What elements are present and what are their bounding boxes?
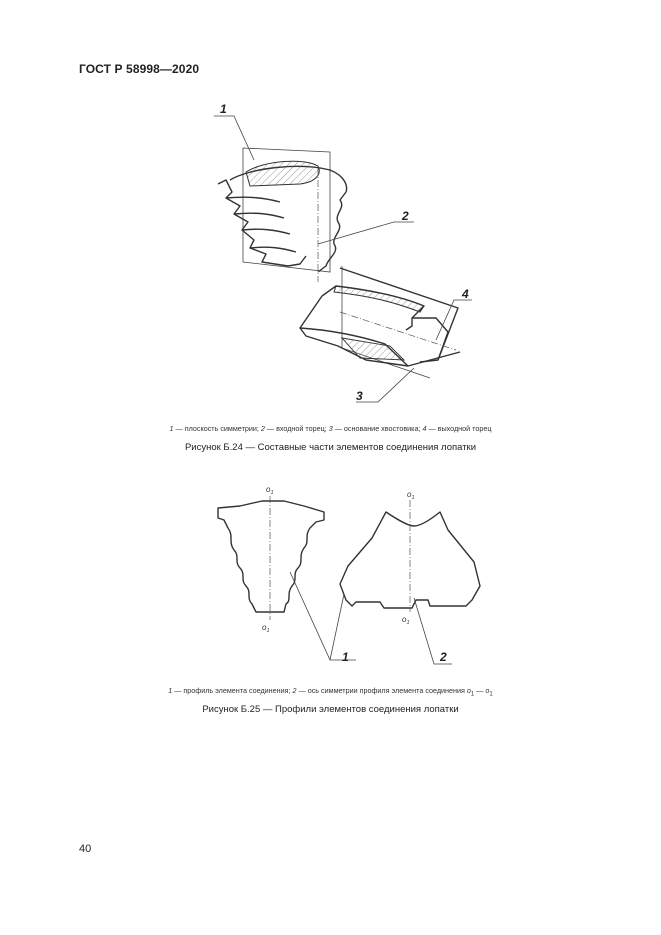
axis-dash: — (474, 686, 486, 695)
legend-text-3: — основание хвостовика; (332, 424, 423, 433)
legend-text-2: — входной торец; (264, 424, 329, 433)
figure-b25-legend (0, 686, 661, 697)
figure-b24-drawing (180, 95, 500, 415)
legend-text-1: — профиль элемента соединения; (172, 686, 293, 695)
page-number: 40 (79, 843, 92, 855)
lower-root-part (300, 266, 460, 378)
legend-text-2: — ось симметрии профиля элемента соединения (296, 686, 467, 695)
legend-num-2: 2 (292, 686, 297, 695)
upper-root-part (218, 148, 347, 282)
callout-2: 2 (402, 209, 409, 223)
axis-label-bottom-right: $o_1$ (402, 615, 410, 626)
axis-to-sub: 1 (489, 691, 493, 698)
figure-b24-caption: Рисунок Б.24 — Составные части элементов соединения лопатки (184, 442, 477, 453)
axis-label-top-right: $o_1$ (407, 490, 415, 501)
figure-b25-leaders (290, 572, 452, 664)
callout-2: 2 (440, 650, 447, 664)
axis-from-sub: 1 (470, 691, 475, 698)
callout-1: 1 (220, 102, 227, 116)
figure-b24-legend (0, 424, 661, 433)
axis-to-label: o (485, 686, 490, 695)
legend-text-4: — выходной торец (426, 424, 492, 433)
right-profile (340, 490, 480, 626)
legend-num-2: 2 (260, 424, 265, 433)
legend-num-1: 1 (168, 686, 173, 695)
callout-3: 3 (356, 389, 363, 403)
legend-num-1: 1 (169, 424, 174, 433)
figure-b25-drawing (200, 478, 500, 668)
document-standard-header: ГОСТ Р 58998—2020 (79, 62, 200, 76)
callout-4: 4 (462, 287, 469, 301)
axis-from-label: o (466, 686, 471, 695)
legend-num-4: 4 (422, 424, 427, 433)
callout-1: 1 (342, 650, 349, 664)
legend-num-3: 3 (328, 424, 333, 433)
legend-text-1: — плоскость симметрии; (173, 424, 261, 433)
axis-label-top: $o_1$ (266, 485, 274, 496)
figure-b25-caption: Рисунок Б.25 — Профили элементов соединения лопатки (202, 704, 459, 715)
axis-label-bottom: $o_1$ (262, 623, 270, 634)
